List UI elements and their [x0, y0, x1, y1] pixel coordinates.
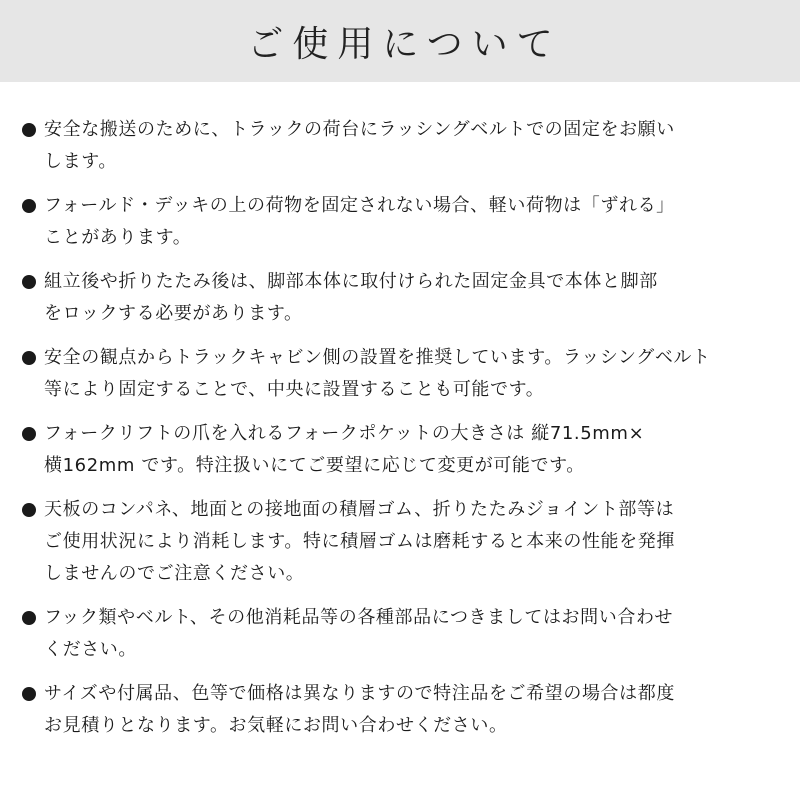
note-line: しませんのでご注意ください。 — [44, 563, 305, 584]
note-item — [22, 602, 788, 666]
page-title: ご使用について — [247, 23, 562, 65]
note-line: ご使用状況により消耗します。特に積層ゴムは磨耗すると本来の性能を発揮 — [44, 531, 675, 552]
bullet-icon — [22, 275, 36, 289]
note-item — [22, 678, 788, 742]
note-item — [22, 418, 788, 482]
note-line: フォールド・デッキの上の荷物を固定されない場合、軽い荷物は「ずれる」 — [44, 195, 675, 216]
note-item — [22, 190, 788, 254]
note-line: 横162mm です。特注扱いにてご要望に応じて変更が可能です。 — [44, 455, 585, 476]
bullet-icon — [22, 503, 36, 517]
note-item — [22, 342, 788, 406]
bullet-icon — [22, 123, 36, 137]
note-line: 安全の観点からトラックキャビン側の設置を推奨しています。ラッシングベルト — [44, 347, 711, 368]
bullet-icon — [22, 687, 36, 701]
note-line: お見積りとなります。お気軽にお問い合わせください。 — [44, 715, 508, 736]
note-line: 等により固定することで、中央に設置することも可能です。 — [44, 379, 545, 400]
note-line: ください。 — [44, 639, 137, 660]
note-line: ことがあります。 — [44, 227, 192, 248]
note-line: フック類やベルト、その他消耗品等の各種部品につきましてはお問い合わせ — [44, 607, 674, 628]
note-line: 天板のコンパネ、地面との接地面の積層ゴム、折りたたみジョイント部等は — [44, 499, 675, 520]
note-item — [22, 494, 788, 590]
bullet-icon — [22, 351, 36, 365]
note-line: サイズや付属品、色等で価格は異なりますので特注品をご希望の場合は都度 — [44, 683, 675, 704]
note-line: をロックする必要があります。 — [44, 303, 303, 324]
bullet-icon — [22, 199, 36, 213]
note-line: フォークリフトの爪を入れるフォークポケットの大きさは 縦71.5mm× — [44, 423, 645, 444]
note-item — [22, 114, 788, 178]
bullet-icon — [22, 427, 36, 441]
usage-notes-list — [22, 114, 788, 754]
note-line: します。 — [44, 151, 117, 172]
header-bar — [0, 0, 800, 82]
bullet-icon — [22, 611, 36, 625]
note-line: 組立後や折りたたみ後は、脚部本体に取付けられた固定金具で本体と脚部 — [44, 271, 658, 292]
note-line: 安全な搬送のために、トラックの荷台にラッシングベルトでの固定をお願い — [44, 119, 675, 140]
note-item — [22, 266, 788, 330]
